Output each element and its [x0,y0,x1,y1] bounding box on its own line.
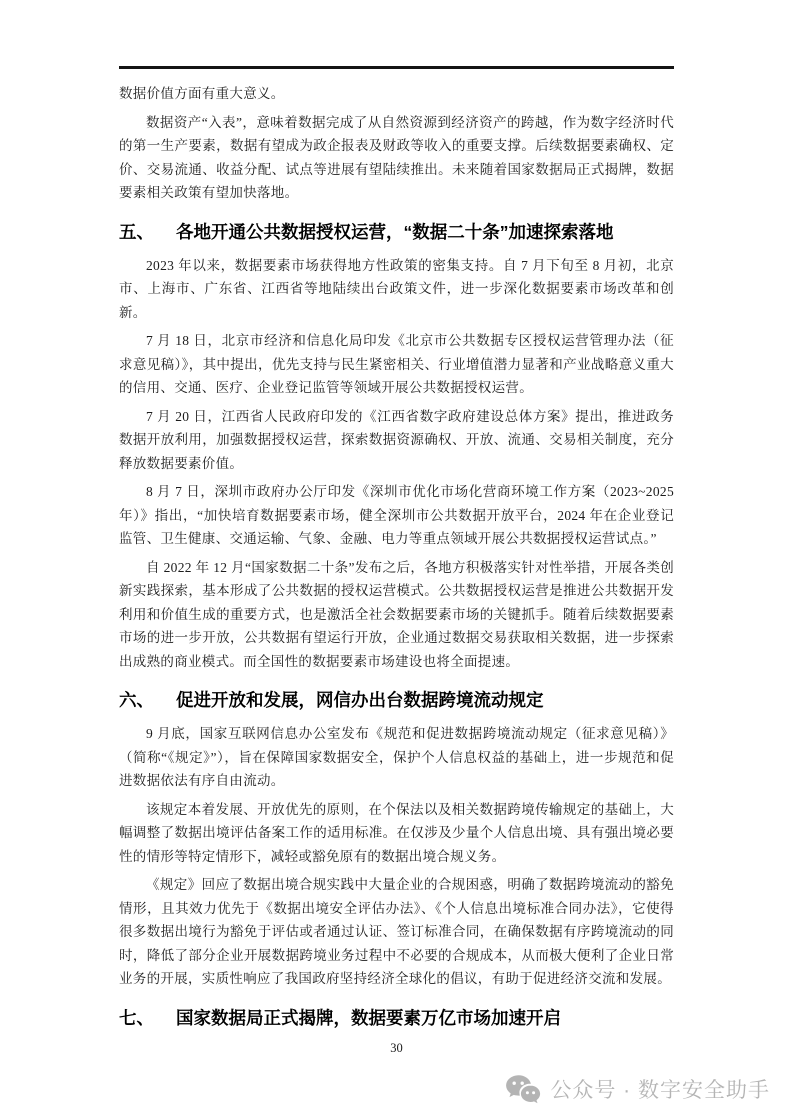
paragraph-shenzhen-aug7: 8 月 7 日，深圳市政府办公厅印发《深圳市优化市场化营商环境工作方案（2023~2025 年）》指出，“加快培育数据要素市场，健全深圳市公共数据开放平台，2024 年在企业登记监管、卫生健康、交通运输、气象、金融、电力等重点领域开展公共数据授权运营试点。” [119,484,674,546]
header-rule [119,66,674,69]
paragraph-beijing-jul18: 7 月 18 日，北京市经济和信息化局印发《北京市公共数据专区授权运营管理办法（征求意见稿）》，其中提出，优先支持与民生紧密相关、行业增值潜力显著和产业战略意义重大的信用、交通、医疗、企业登记监管等领域开展公共数据授权运营。 [119,333,674,395]
paragraph-cac-regulation: 9 月底，国家互联网信息办公室发布《规范和促进数据跨境流动规定（征求意见稿）》（简称“《规定》”），旨在保障国家数据安全，保护个人信息权益的基础上，进一步规范和促进数据依法有序自由流动。 [119,726,674,788]
section-heading-5 [119,220,674,244]
document-body [119,66,674,1056]
paragraph-jiangxi-jul20: 7 月 20 日，江西省人民政府印发的《江西省数字政府建设总体方案》提出，推进政务数据开放利用，加强数据授权运营，探索数据资源确权、开放、流通、交易相关制度，充分释放数据要素价值。 [119,408,674,471]
paragraph-regulation-principle: 该规定本着发展、开放优先的原则，在个保法以及相关数据跨境传输规定的基础上，大幅调整了数据出境评估备案工作的适用标准。在仅涉及少量个人信息出境、具有强出境必要性的情形等特定情形下，减轻或豁免原有的数据出境合规义务。 [119,801,674,864]
section-heading-6 [119,688,674,712]
paragraph-continuation: 数据价值方面有重大意义。 [119,86,285,101]
section-number: 六、 [119,690,154,710]
paragraph-data-assets: 数据资产“入表”，意味着数据完成了从自然资源到经济资产的跨越，作为数字经济时代的第一生产要素，数据有望成为政企报表及财政等收入的重要支撑。后续数据要素确权、定价、交易流通、收益分配、试点等进展有望陆续推出。未来随着国家数据局正式揭牌，数据要素相关政策有望加快落地。 [119,114,674,200]
paragraph-regulation-response: 《规定》回应了数据出境合规实践中大量企业的合规困惑，明确了数据跨境流动的豁免情形，且其效力优先于《数据出境安全评估办法》、《个人信息出境标准合同办法》，它使得很多数据出境行为豁免于评估或者通过认证、签订标准合同，在确保数据有序跨境流动的同时，降低了部分企业开展数据跨境业务过程中不必要的合规成本，从而极大便利了企业日常业务的开展，实质性响应了我国政府坚持经济全球化的倡议，有助于促进经济交流和发展。 [119,877,674,986]
section-number: 五、 [119,221,154,242]
footer-bar [0,1062,790,1116]
section-title: 各地开通公共数据授权运营，“数据二十条”加速探索落地 [176,221,614,242]
section-number: 七、 [119,1007,154,1028]
wechat-icon [505,1074,541,1105]
section-title: 促进开放和发展，网信办出台数据跨境流动规定 [176,690,544,710]
section-title: 国家数据局正式揭牌，数据要素万亿市场加速开启 [176,1007,561,1028]
paragraph-twenty-measures: 自 2022 年 12 月“国家数据二十条”发布之后，各地方积极落实针对性举措，开展各类创新实践探索，基本形成了公共数据的授权运营模式。公共数据授权运营是推进公共数据开发利用和价值生成的重要方式，也是激活全社会数据要素市场的关键抓手。随着后续数据要素市场的进一步开放，公共数据有望运行开放，企业通过数据交易获取相关数据，进一步探索出成熟的商业模式。而全国性的数据要素市场建设也将全面提速。 [119,559,674,669]
page-number: 30 [390,1040,403,1055]
footer-label: 公众号 · 数字安全助手 [550,1079,770,1102]
paragraph-2023-policies: 2023 年以来，数据要素市场获得地方性政策的密集支持。自 7 月下旬至 8 月初，北京市、上海市、广东省、江西省等地陆续出台政策文件，进一步深化数据要素市场改革和创新。 [119,257,674,320]
section-heading-7 [119,1006,674,1030]
